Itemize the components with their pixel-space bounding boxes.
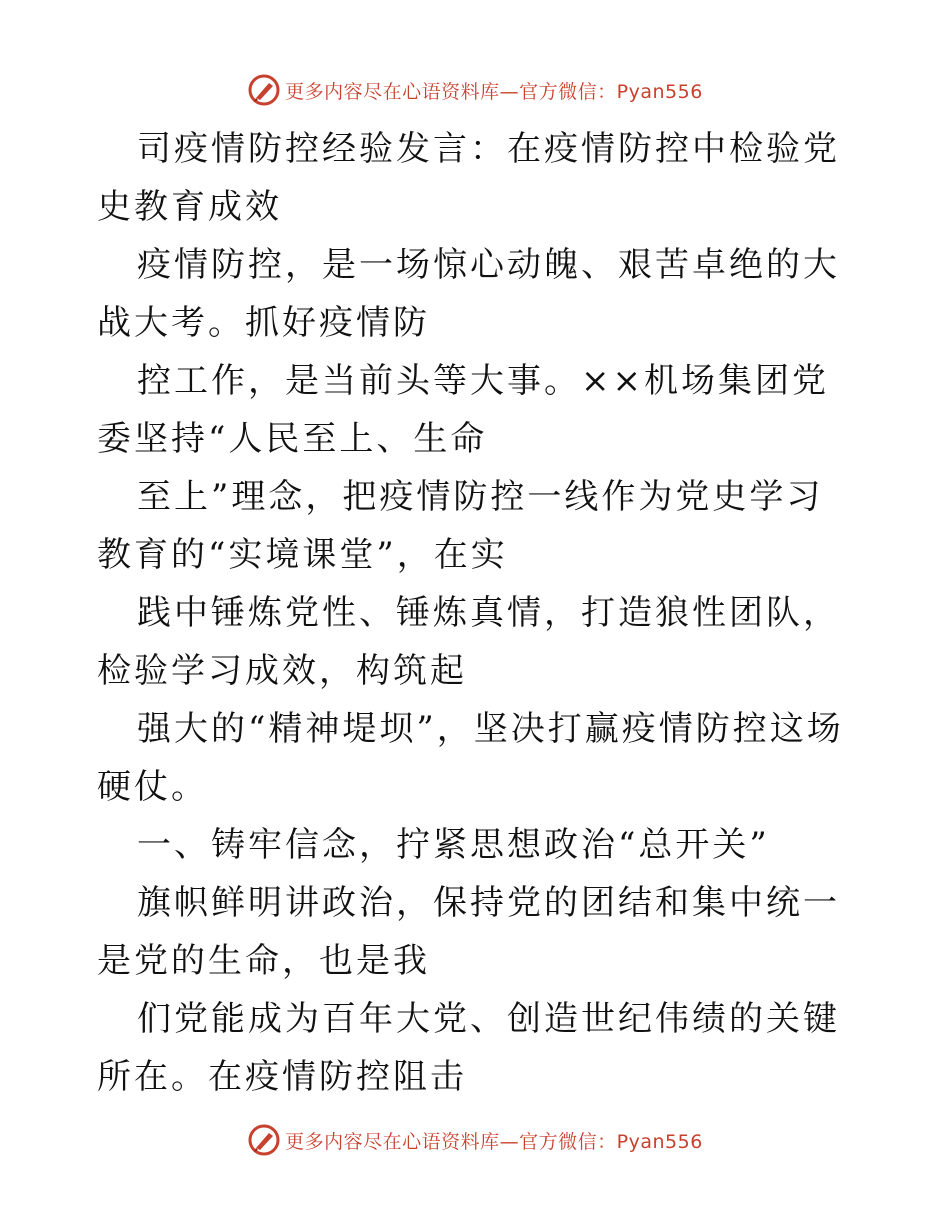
watermark-text: 更多内容尽在心语资料库—官方微信：Pyan556 [285,80,703,103]
watermark-text: 更多内容尽在心语资料库—官方微信：Pyan556 [285,1130,703,1153]
paragraph-title: 司疫情防控经验发言：在疫情防控中检验党史教育成效 [97,129,840,227]
paragraph: 践中锤炼党性、锤炼真情，打造狼性团队，检验学习成效，构筑起 [97,593,840,691]
document-body [97,120,857,1106]
pen-logo-icon [247,73,281,107]
paragraph: 控工作，是当前头等大事。××机场集团党委坚持“人民至上、生命 [97,361,829,459]
paragraph: 们党能成为百年大党、创造世纪伟绩的关键所在。在疫情防控阻击 [97,999,840,1097]
paragraph: 至上”理念，把疫情防控一线作为党史学习教育的“实境课堂”，在实 [97,477,824,575]
header-watermark [0,70,950,110]
section-heading: 一、铸牢信念，拧紧思想政治“总开关” [137,825,770,865]
paragraph: 旗帜鲜明讲政治，保持党的团结和集中统一是党的生命，也是我 [97,883,840,981]
paragraph: 强大的“精神堤坝”，坚决打赢疫情防控这场硬仗。 [97,709,844,807]
footer-watermark [0,1120,950,1160]
pen-logo-icon [247,1123,281,1157]
paragraph: 疫情防控，是一场惊心动魄、艰苦卓绝的大战大考。抓好疫情防 [97,245,840,343]
